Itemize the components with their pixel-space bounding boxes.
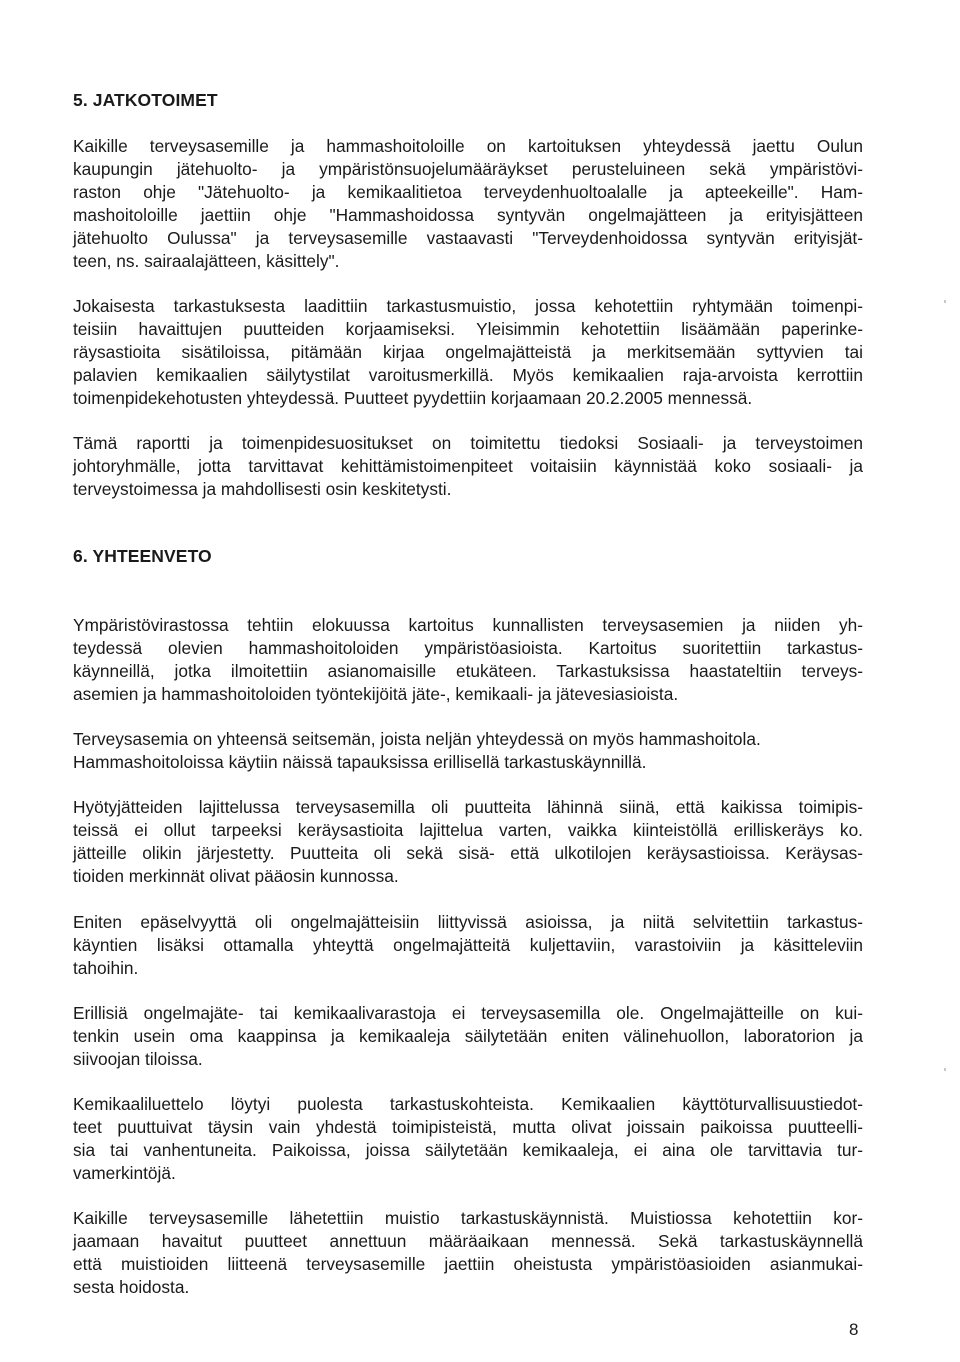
text-line: jaamaan havaitut puutteet annettuun määräaikaan mennessä. Sekä tarkastuskäynnellä (73, 1231, 863, 1251)
text-line: teet puuttuivat täysin vain yhdestä toimipisteistä, mutta olivat joissain paikoissa puutteelli- (73, 1117, 863, 1137)
text-line: tenkin usein oma kaappinsa ja kemikaaleja säilytetään eniten välinehuollon, laboratorion ja (73, 1026, 863, 1046)
text-line: asemien ja hammashoitoloiden työntekijöitä jäte-, kemikaali- ja jätevesiasioista. (73, 684, 679, 704)
text-line: mashoitoloille jaettiin ohje "Hammashoidossa syntyvän ongelmajätteen ja erityisjätteen (73, 205, 863, 225)
text-line: raston ohje "Jätehuolto- ja kemikaalitietoa terveydenhuoltoalalle ja apteekeille". Ham- (73, 182, 863, 202)
text-line: räysastioita sisätiloissa, pitämään kirjaa ongelmajätteistä ja merkitsemään syttyvien tai (73, 342, 863, 362)
section-6-paragraph-2 (73, 728, 863, 774)
text-line: tahoihin. (73, 958, 139, 978)
section-5-paragraph-1 (73, 135, 863, 273)
text-line: Tämä raportti ja toimenpidesuositukset on toimitettu tiedoksi Sosiaali- ja terveystoimen (73, 433, 863, 453)
section-6-paragraph-3 (73, 796, 863, 888)
text-line: Hyötyjätteiden lajittelussa terveysasemilla oli puutteita lähinnä siinä, että kaikissa toimipis- (73, 797, 863, 817)
text-line: terveystoimessa ja mahdollisesti osin keskitetysti. (73, 479, 452, 499)
text-line: käynneillä, jotka ilmoitettiin asianomaisille etukäteen. Tarkastuksissa haastateltiin terveys- (73, 661, 863, 681)
page-number: 8 (849, 1320, 859, 1339)
text-line: toimenpidekehotusten yhteydessä. Puutteet pyydettiin korjaamaan 20.2.2005 mennessä. (73, 388, 753, 408)
section-6-paragraph-1 (73, 614, 863, 706)
text-line: Hammashoitoloissa käytiin näissä tapauksissa erillisellä tarkastuskäynnillä. (73, 752, 647, 772)
section-6-paragraph-7 (73, 1207, 863, 1299)
text-line: vamerkintöjä. (73, 1163, 176, 1183)
text-line: johtoryhmälle, jotta tarvittavat kehittämistoimenpiteet voitaisiin käynnistää koko sosiaali- ja (73, 456, 863, 476)
text-line: teen, ns. sairaalajätteen, käsittely". (73, 251, 340, 271)
text-line: siivoojan tiloissa. (73, 1049, 203, 1069)
section-6-paragraph-4 (73, 911, 863, 980)
text-line: sesta hoidosta. (73, 1277, 190, 1297)
text-line: käyntien lisäksi ottamalla yhteyttä ongelmajätteitä kuljettaviin, varastoiviin ja käsitteleviin (73, 935, 863, 955)
text-line: Ympäristövirastossa tehtiin elokuussa kartoitus kunnallisten terveysasemien ja niiden yh- (73, 615, 863, 635)
text-line: palavien kemikaalien säilytystilat varoitusmerkillä. Myös kemikaalien raja-arvoista kerrottiin (73, 365, 863, 385)
text-line: Terveysasemia on yhteensä seitsemän, joista neljän yhteydessä on myös hammashoitola. (73, 729, 761, 749)
section-5-heading: 5. JATKOTOIMET (73, 90, 218, 110)
text-line: Eniten epäselvyyttä oli ongelmajätteisiin liittyvissä asioissa, ja niitä selvitettiin tarkastus- (73, 912, 863, 932)
text-line: että muistioiden liitteenä terveysasemille jaettiin oheistusta ympäristöasioiden asianmukai- (73, 1254, 863, 1274)
section-5-paragraph-3 (73, 432, 863, 501)
section-6-paragraph-5 (73, 1002, 863, 1071)
text-line: teydessä olevien hammashoitoloiden ympäristöasioista. Kartoitus suoritettiin tarkastus- (73, 638, 863, 658)
text-line: jätteille olikin järjestetty. Puutteita oli sekä sisä- että ulkotilojen keräysastioissa. Keräysas- (73, 843, 863, 863)
section-5-paragraph-2 (73, 295, 863, 410)
text-line: kaupungin jätehuolto- ja ympäristönsuojelumääräykset perusteluineen sekä ympäristövi- (73, 159, 863, 179)
text-line: jätehuolto Oulussa" ja terveysasemille vastaavasti "Terveydenhoidossa syntyvän erityisjät- (73, 228, 863, 248)
text-line: teissä ei ollut tarpeeksi keräysastioita lajittelua varten, vaikka kiinteistöllä erilliskeräys ko. (73, 820, 863, 840)
scan-speck (944, 300, 946, 303)
scan-speck (944, 1068, 946, 1071)
text-line: Jokaisesta tarkastuksesta laadittiin tarkastusmuistio, jossa kehotettiin ryhtymään toimenpi- (73, 296, 863, 316)
text-line: teisiin havaittujen puutteiden korjaamiseksi. Yleisimmin kehotettiin lisäämään paperinke- (73, 319, 863, 339)
section-6-paragraph-6 (73, 1093, 863, 1185)
text-line: sia tai vanhentuneita. Paikoissa, joissa säilytetään kemikaaleja, ei aina ole tarvittavia tur- (73, 1140, 863, 1160)
text-line: Kemikaaliluettelo löytyi puolesta tarkastuskohteista. Kemikaalien käyttöturvallisuustiedot- (73, 1094, 863, 1114)
text-line: Kaikille terveysasemille lähetettiin muistio tarkastuskäynnistä. Muistiossa kehotettiin kor- (73, 1208, 863, 1228)
section-6-heading: 6. YHTEENVETO (73, 546, 212, 566)
text-line: Erillisiä ongelmajäte- tai kemikaalivarastoja ei terveysasemilla ole. Ongelmajätteille on kui- (73, 1003, 863, 1023)
text-line: tioiden merkinnät olivat pääosin kunnossa. (73, 866, 399, 886)
text-line: Kaikille terveysasemille ja hammashoitoloille on kartoituksen yhteydessä jaettu Oulun (73, 136, 863, 156)
